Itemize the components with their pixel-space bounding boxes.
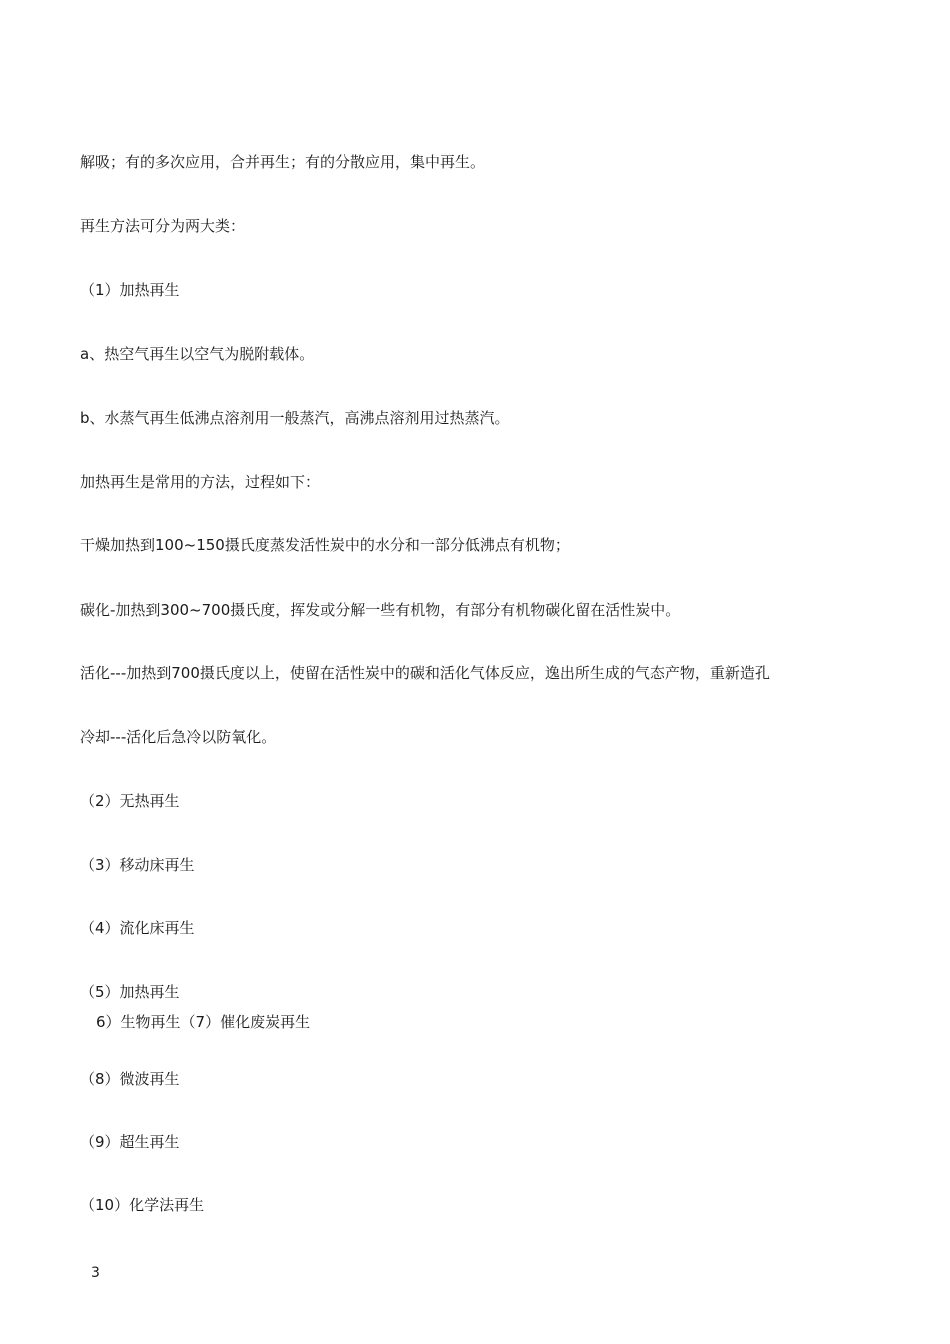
- paragraph-line: 再生方法可分为两大类：: [80, 217, 246, 235]
- paragraph-line: 加热再生是常用的方法，过程如下：: [80, 473, 321, 491]
- list-item: （9）超生再生: [80, 1133, 180, 1151]
- paragraph-line: b、水蒸气再生低沸点溶剂用一般蒸汽，高沸点溶剂用过热蒸汽。: [80, 409, 510, 427]
- list-item: （5）加热再生: [80, 983, 180, 1001]
- paragraph-line: 冷却---活化后急冷以防氧化。: [80, 728, 277, 746]
- list-item: （8）微波再生: [80, 1070, 180, 1088]
- page-number: 3: [91, 1265, 100, 1281]
- section-heading: （1）加热再生: [80, 281, 180, 299]
- paragraph-line: 干燥加热到100~150摄氏度蒸发活性炭中的水分和一部分低沸点有机物；: [80, 536, 570, 554]
- list-item: 6）生物再生（7）催化废炭再生: [96, 1013, 311, 1031]
- list-item: （4）流化床再生: [80, 919, 195, 937]
- paragraph-line: a、热空气再生以空气为脱附载体。: [80, 345, 315, 363]
- paragraph-line: 活化---加热到700摄氏度以上，使留在活性炭中的碳和活化气体反应，逸出所生成的气态产物，重新造孔: [80, 664, 770, 682]
- paragraph-line: 解吸；有的多次应用，合并再生；有的分散应用，集中再生。: [80, 153, 486, 171]
- list-item: （3）移动床再生: [80, 856, 195, 874]
- paragraph-line: 碳化-加热到300~700摄氏度，挥发或分解一些有机物，有部分有机物碳化留在活性炭中。: [80, 601, 681, 619]
- list-item: （2）无热再生: [80, 792, 180, 810]
- list-item: （10）化学法再生: [80, 1196, 205, 1214]
